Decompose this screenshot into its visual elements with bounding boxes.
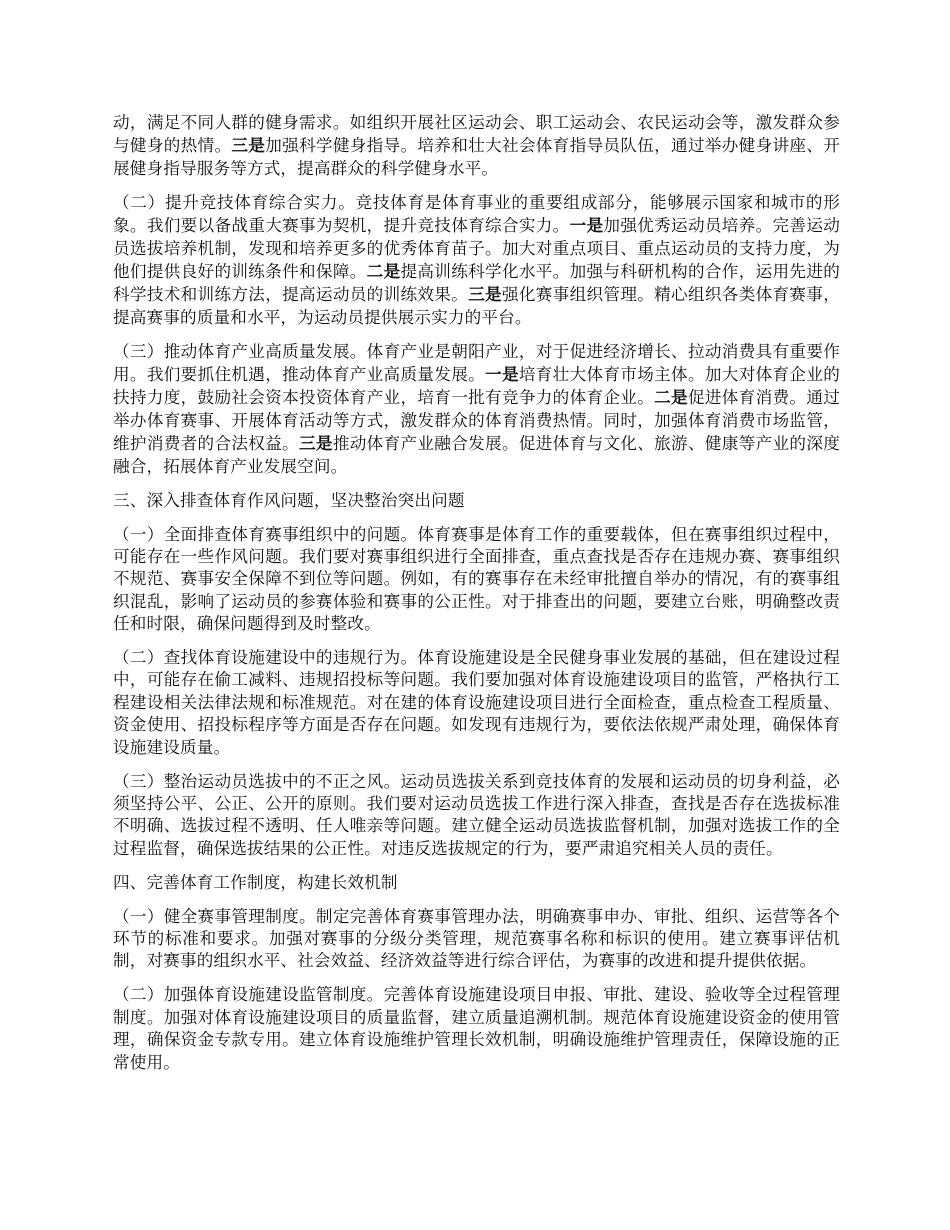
emphasis-label: 二是 (366, 260, 401, 281)
text-run: （二）提升竞技体育综合实力。竞技体育是体育事业的重要组成部分，能够展示国家和城市的形象。我们要以备战重大赛事为契机，提升竞技体育综合实力。 (113, 192, 840, 236)
text-run: 强化赛事组织管理。精心组织各类体育赛事，提高赛事的质量和水平，为运动员提供展示实力的平台。 (113, 285, 840, 327)
emphasis-label: 三是 (299, 433, 333, 454)
emphasis-label: 二是 (654, 387, 688, 408)
emphasis-label: 三是 (231, 135, 266, 156)
text-run: 动，满足不同人群的健身需求。如组织开展社区运动会、职工运动会、农民运动会等，激发群众参与健身的热情。 (113, 113, 840, 156)
text-run: （三）推动体育产业高质量发展。体育产业是朝阳产业，对于促进经济增长、拉动消费具有重要作用。我们要抓住机遇，推动体育产业高质量发展。 (113, 341, 840, 385)
body-paragraph (113, 984, 840, 1074)
text-run: 三、深入排查体育作风问题，坚决整治突出问题 (113, 490, 465, 510)
emphasis-label: 三是 (468, 284, 502, 305)
body-paragraph (113, 906, 840, 973)
body-paragraph (113, 771, 840, 861)
body-paragraph (113, 524, 840, 636)
text-run: 提高训练科学化水平。加强与科研机构的合作，运用先进的科学技术和训练方法，提高运动员的训练效果。 (113, 261, 840, 305)
text-run: 促进体育消费。通过举办体育赛事、开展体育活动等方式，激发群众的体育消费热情。同时，加强体育消费市场监管，维护消费者的合法权益。 (113, 388, 840, 454)
text-run: 加强优秀运动员培养。完善运动员选拔培养机制，发现和培养更多的优秀体育苗子。加大对重点项目、重点运动员的支持力度，为他们提供良好的训练条件和保障。 (113, 216, 840, 281)
text-run: 培育壮大体育市场主体。加大对体育企业的扶持力度，鼓励社会资本投资体育产业，培育一批有竞争力的体育企业。 (113, 365, 840, 408)
text-run: 加强科学健身指导。培养和壮大社会体育指导员队伍，通过举办健身讲座、开展健身指导服务等方式，提高群众的科学健身水平。 (113, 136, 840, 178)
section-heading (113, 490, 840, 512)
body-paragraph (113, 192, 840, 329)
body-paragraph (113, 341, 840, 478)
document-body (113, 112, 840, 1074)
text-run: （二）加强体育设施建设监管制度。完善体育设施建设项目申报、审批、建设、验收等全过程管理制度。加强对体育设施建设项目的质量监督，建立质量追溯机制。规范体育设施建设资金的使用管理，确保资金专款专用。建立体育设施维护管理长效机制，明确设施维护管理责任，保障设施的正常使用。 (113, 985, 840, 1072)
emphasis-label: 一是 (569, 215, 604, 236)
body-paragraph (113, 112, 840, 180)
body-paragraph (113, 647, 840, 759)
text-run: （一）健全赛事管理制度。制定完善体育赛事管理办法，明确赛事申办、审批、组织、运营等各个环节的标准和要求。加强对赛事的分级分类管理，规范赛事名称和标识的使用。建立赛事评估机制，对赛事的组织水平、社会效益、经济效益等进行综合评估，为赛事的改进和提升提供依据。 (113, 906, 840, 971)
text-run: （二）查找体育设施建设中的违规行为。体育设施建设是全民健身事业发展的基础，但在建设过程中，可能存在偷工减料、违规招投标等问题。我们要加强对体育设施建设项目的监管，严格执行工程建设相关法律法规和标准规范。对在建的体育设施建设项目进行全面检查，重点检查工程质量、资金使用、招投标程序等方面是否存在问题。如发现有违规行为，要依法依规严肃处理，确保体育设施建设质量。 (113, 648, 840, 757)
text-run: （一）全面排查体育赛事组织中的问题。体育赛事是体育工作的重要载体，但在赛事组织过程中，可能存在一些作风问题。我们要对赛事组织进行全面排查，重点查找是否存在违规办赛、赛事组织不规范、赛事安全保障不到位等问题。例如，有的赛事存在未经审批擅自举办的情况，有的赛事组织混乱，影响了运动员的参赛体验和赛事的公正性。对于排查出的问题，要建立台账，明确整改责任和时限，确保问题得到及时整改。 (113, 524, 840, 634)
text-run: 四、完善体育工作制度，构建长效机制 (113, 872, 398, 892)
text-run: 推动体育产业融合发展。促进体育与文化、旅游、健康等产业的深度融合，拓展体育产业发展空间。 (113, 434, 840, 476)
section-heading (113, 872, 840, 894)
emphasis-label: 一是 (485, 364, 519, 385)
text-run: （三）整治运动员选拔中的不正之风。运动员选拔关系到竞技体育的发展和运动员的切身利益，必须坚持公平、公正、公开的原则。我们要对运动员选拔工作进行深入排查，查找是否存在选拔标准不明确、选拔过程不透明、任人唯亲等问题。建立健全运动员选拔监督机制，加强对选拔工作的全过程监督，确保选拔结果的公正性。对违反选拔规定的行为，要严肃追究相关人员的责任。 (113, 771, 840, 858)
